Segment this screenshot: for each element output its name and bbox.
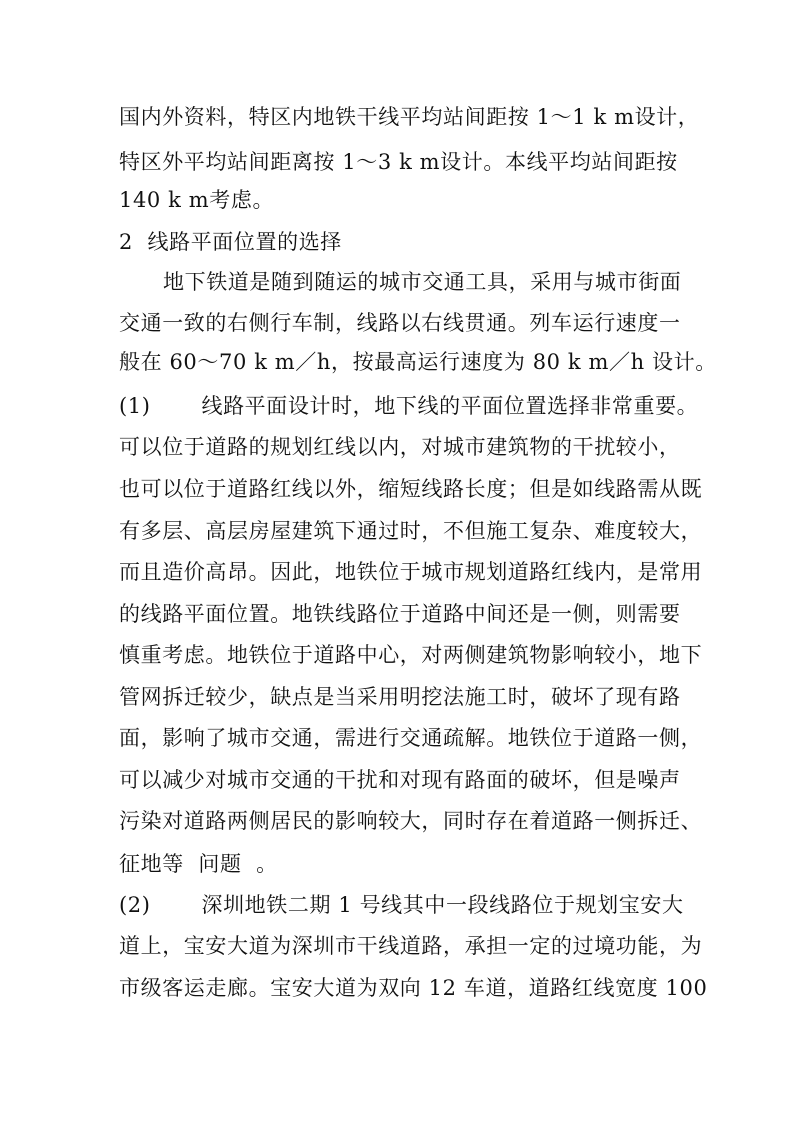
text-line-11: 有多层、高层房屋建筑下通过时，不但施工复杂、难度较大，	[119, 519, 703, 543]
text-line-9: 可以位于道路的规划红线以内，对城市建筑物的干扰较小，	[119, 435, 681, 459]
text-line-10: 也可以位于道路红线以外，缩短线路长度；但是如线路需从既	[119, 477, 703, 501]
text-line-3: 140 k m考虑。	[119, 188, 275, 212]
text-line-20: (2) 深圳地铁二期 1 号线其中一段线路位于规划宝安大	[119, 893, 684, 917]
text-line-17: 可以减少对城市交通的干扰和对现有路面的破坏，但是噪声	[119, 768, 681, 792]
text-line-6: 交通一致的右侧行车制，线路以右线贯通。列车运行速度一	[119, 311, 681, 335]
text-line-7: 般在 60～70 k m／h，按最高运行速度为 80 k m／h 设计。	[119, 350, 717, 374]
text-line-14: 慎重考虑。地铁位于道路中心，对两侧建筑物影响较小，地下	[119, 643, 703, 667]
text-line-5: 地下铁道是随到随运的城市交通工具，采用与城市街面	[163, 270, 682, 294]
text-line-18: 污染对道路两侧居民的影响较大，同时存在着道路一侧拆迁、	[119, 809, 703, 833]
text-line-13: 的线路平面位置。地铁线路位于道路中间还是一侧，则需要	[119, 602, 681, 626]
section-heading: 2 线路平面位置的选择	[119, 230, 342, 254]
text-line-22: 市级客运走廊。宝安大道为双向 12 车道，道路红线宽度 100	[119, 976, 708, 1000]
text-line-16: 面，影响了城市交通，需进行交通疏解。地铁位于道路一侧，	[119, 726, 703, 750]
text-line-1: 国内外资料，特区内地铁干线平均站间距按 1～1 k m设计，	[119, 105, 700, 129]
text-line-8: (1) 线路平面设计时，地下线的平面位置选择非常重要。	[119, 394, 699, 418]
text-line-2: 特区外平均站间距离按 1～3 k m设计。本线平均站间距按	[119, 150, 678, 174]
text-line-19: 征地等 问题 。	[119, 852, 278, 876]
text-line-21: 道上，宝安大道为深圳市干线道路，承担一定的过境功能，为	[119, 934, 703, 958]
text-line-12: 而且造价高昂。因此，地铁位于城市规划道路红线内，是常用	[119, 560, 703, 584]
text-line-15: 管网拆迁较少，缺点是当采用明挖法施工时，破坏了现有路	[119, 685, 681, 709]
